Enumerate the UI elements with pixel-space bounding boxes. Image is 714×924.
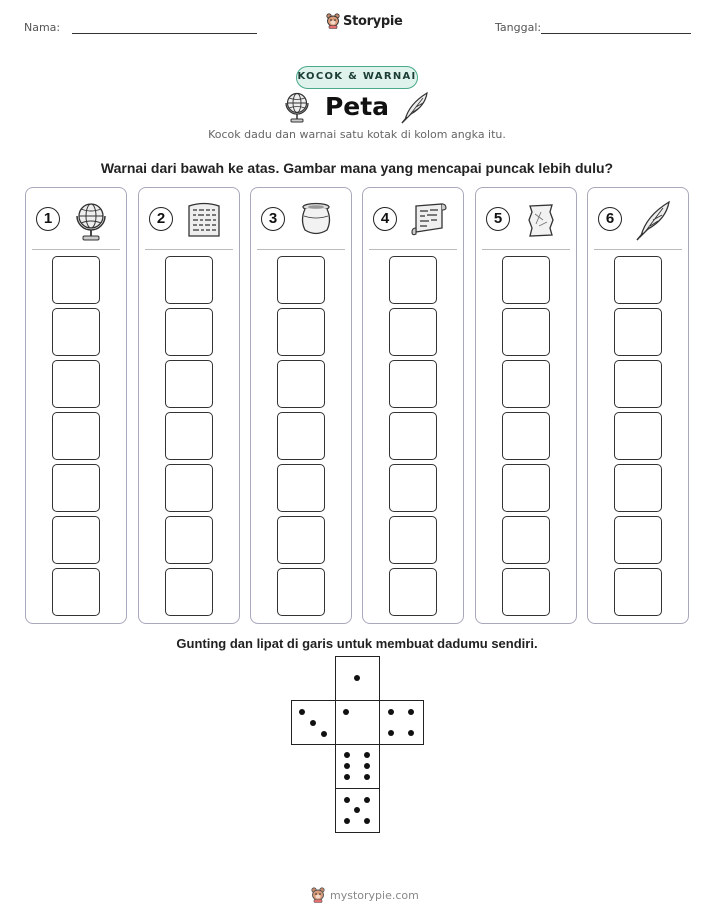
column-header [588, 196, 688, 248]
rosetta-stone-icon [184, 198, 224, 242]
pip [364, 752, 370, 758]
pip [344, 763, 350, 769]
color-box[interactable] [52, 308, 100, 356]
color-box[interactable] [614, 360, 662, 408]
dice-instruction: Gunting dan lipat di garis untuk membuat dadumu sendiri. [176, 636, 538, 651]
color-box[interactable] [502, 464, 550, 512]
pip [310, 720, 316, 726]
dice-face-five[interactable] [335, 788, 380, 833]
bear-mascot-icon [326, 13, 340, 29]
pip [344, 818, 350, 824]
name-line[interactable] [72, 33, 257, 34]
pip [343, 709, 349, 715]
color-box[interactable] [165, 256, 213, 304]
column-number: 4 [373, 207, 397, 231]
pip [364, 774, 370, 780]
pip [299, 709, 305, 715]
color-box[interactable] [502, 360, 550, 408]
quill-icon [633, 198, 673, 242]
color-box[interactable] [502, 412, 550, 460]
quill-icon [399, 90, 431, 124]
column-number: 2 [149, 207, 173, 231]
color-box[interactable] [389, 516, 437, 564]
brand-name: Storypie [343, 13, 403, 29]
color-box[interactable] [502, 568, 550, 616]
column-6 [587, 187, 689, 624]
page-title: Peta [324, 92, 390, 121]
date-line[interactable] [541, 33, 691, 34]
color-box[interactable] [614, 308, 662, 356]
color-box[interactable] [52, 568, 100, 616]
column-header [26, 196, 126, 248]
column-divider [145, 249, 233, 250]
subtitle: Kocok dadu dan warnai satu kotak di kolom angka itu. [208, 128, 506, 141]
pip [354, 807, 360, 813]
color-box[interactable] [52, 464, 100, 512]
color-box[interactable] [52, 256, 100, 304]
scroll-map-icon [408, 198, 448, 242]
column-4 [362, 187, 464, 624]
activity-badge: KOCOK & WARNAI [296, 66, 418, 89]
column-divider [482, 249, 570, 250]
pip [321, 731, 327, 737]
column-header [476, 196, 576, 248]
column-header [251, 196, 351, 248]
color-box[interactable] [277, 256, 325, 304]
column-divider [369, 249, 457, 250]
color-box[interactable] [614, 256, 662, 304]
color-box[interactable] [52, 516, 100, 564]
column-divider [594, 249, 682, 250]
globe-icon [71, 198, 111, 242]
column-1 [25, 187, 127, 624]
dice-face-three[interactable] [291, 700, 336, 745]
column-2 [138, 187, 240, 624]
color-box[interactable] [389, 464, 437, 512]
color-box[interactable] [614, 568, 662, 616]
storypie-logo [326, 13, 403, 29]
pip [388, 709, 394, 715]
pip [388, 730, 394, 736]
column-number: 6 [598, 207, 622, 231]
color-box[interactable] [614, 516, 662, 564]
color-box[interactable] [52, 412, 100, 460]
name-label: Nama: [24, 21, 61, 34]
color-box[interactable] [165, 308, 213, 356]
footer-url: mystorypie.com [330, 888, 419, 902]
column-number: 5 [486, 207, 510, 231]
bear-mascot-icon [311, 887, 325, 903]
color-box[interactable] [502, 516, 550, 564]
dice-face-one-center[interactable] [335, 700, 380, 745]
color-box[interactable] [277, 360, 325, 408]
color-box[interactable] [277, 568, 325, 616]
pip [344, 797, 350, 803]
dice-face-six[interactable] [335, 744, 380, 789]
color-box[interactable] [502, 308, 550, 356]
column-number: 3 [261, 207, 285, 231]
color-box[interactable] [277, 412, 325, 460]
color-box[interactable] [165, 464, 213, 512]
pip [408, 709, 414, 715]
clay-pot-icon [296, 198, 336, 242]
pip [354, 675, 360, 681]
color-box[interactable] [165, 568, 213, 616]
color-box[interactable] [502, 256, 550, 304]
parchment-icon [521, 198, 561, 242]
color-box[interactable] [614, 464, 662, 512]
pip [344, 774, 350, 780]
color-box[interactable] [389, 360, 437, 408]
color-box[interactable] [389, 308, 437, 356]
pip [364, 818, 370, 824]
column-3 [250, 187, 352, 624]
color-box[interactable] [165, 516, 213, 564]
color-box[interactable] [165, 360, 213, 408]
dice-face-one[interactable] [335, 656, 380, 701]
footer [311, 887, 419, 903]
date-label: Tanggal: [495, 21, 542, 34]
color-box[interactable] [277, 516, 325, 564]
column-divider [257, 249, 345, 250]
pip [364, 797, 370, 803]
pip [408, 730, 414, 736]
color-box[interactable] [277, 464, 325, 512]
color-box[interactable] [389, 412, 437, 460]
game-instruction: Warnai dari bawah ke atas. Gambar mana yang mencapai puncak lebih dulu? [100, 160, 614, 176]
color-box[interactable] [389, 568, 437, 616]
color-box[interactable] [277, 308, 325, 356]
column-number: 1 [36, 207, 60, 231]
color-box[interactable] [389, 256, 437, 304]
column-header [139, 196, 239, 248]
title-row [0, 90, 714, 126]
pip [344, 752, 350, 758]
column-5 [475, 187, 577, 624]
color-box[interactable] [52, 360, 100, 408]
column-divider [32, 249, 120, 250]
color-box[interactable] [165, 412, 213, 460]
color-box[interactable] [614, 412, 662, 460]
column-header [363, 196, 463, 248]
dice-face-four[interactable] [379, 700, 424, 745]
pip [364, 763, 370, 769]
